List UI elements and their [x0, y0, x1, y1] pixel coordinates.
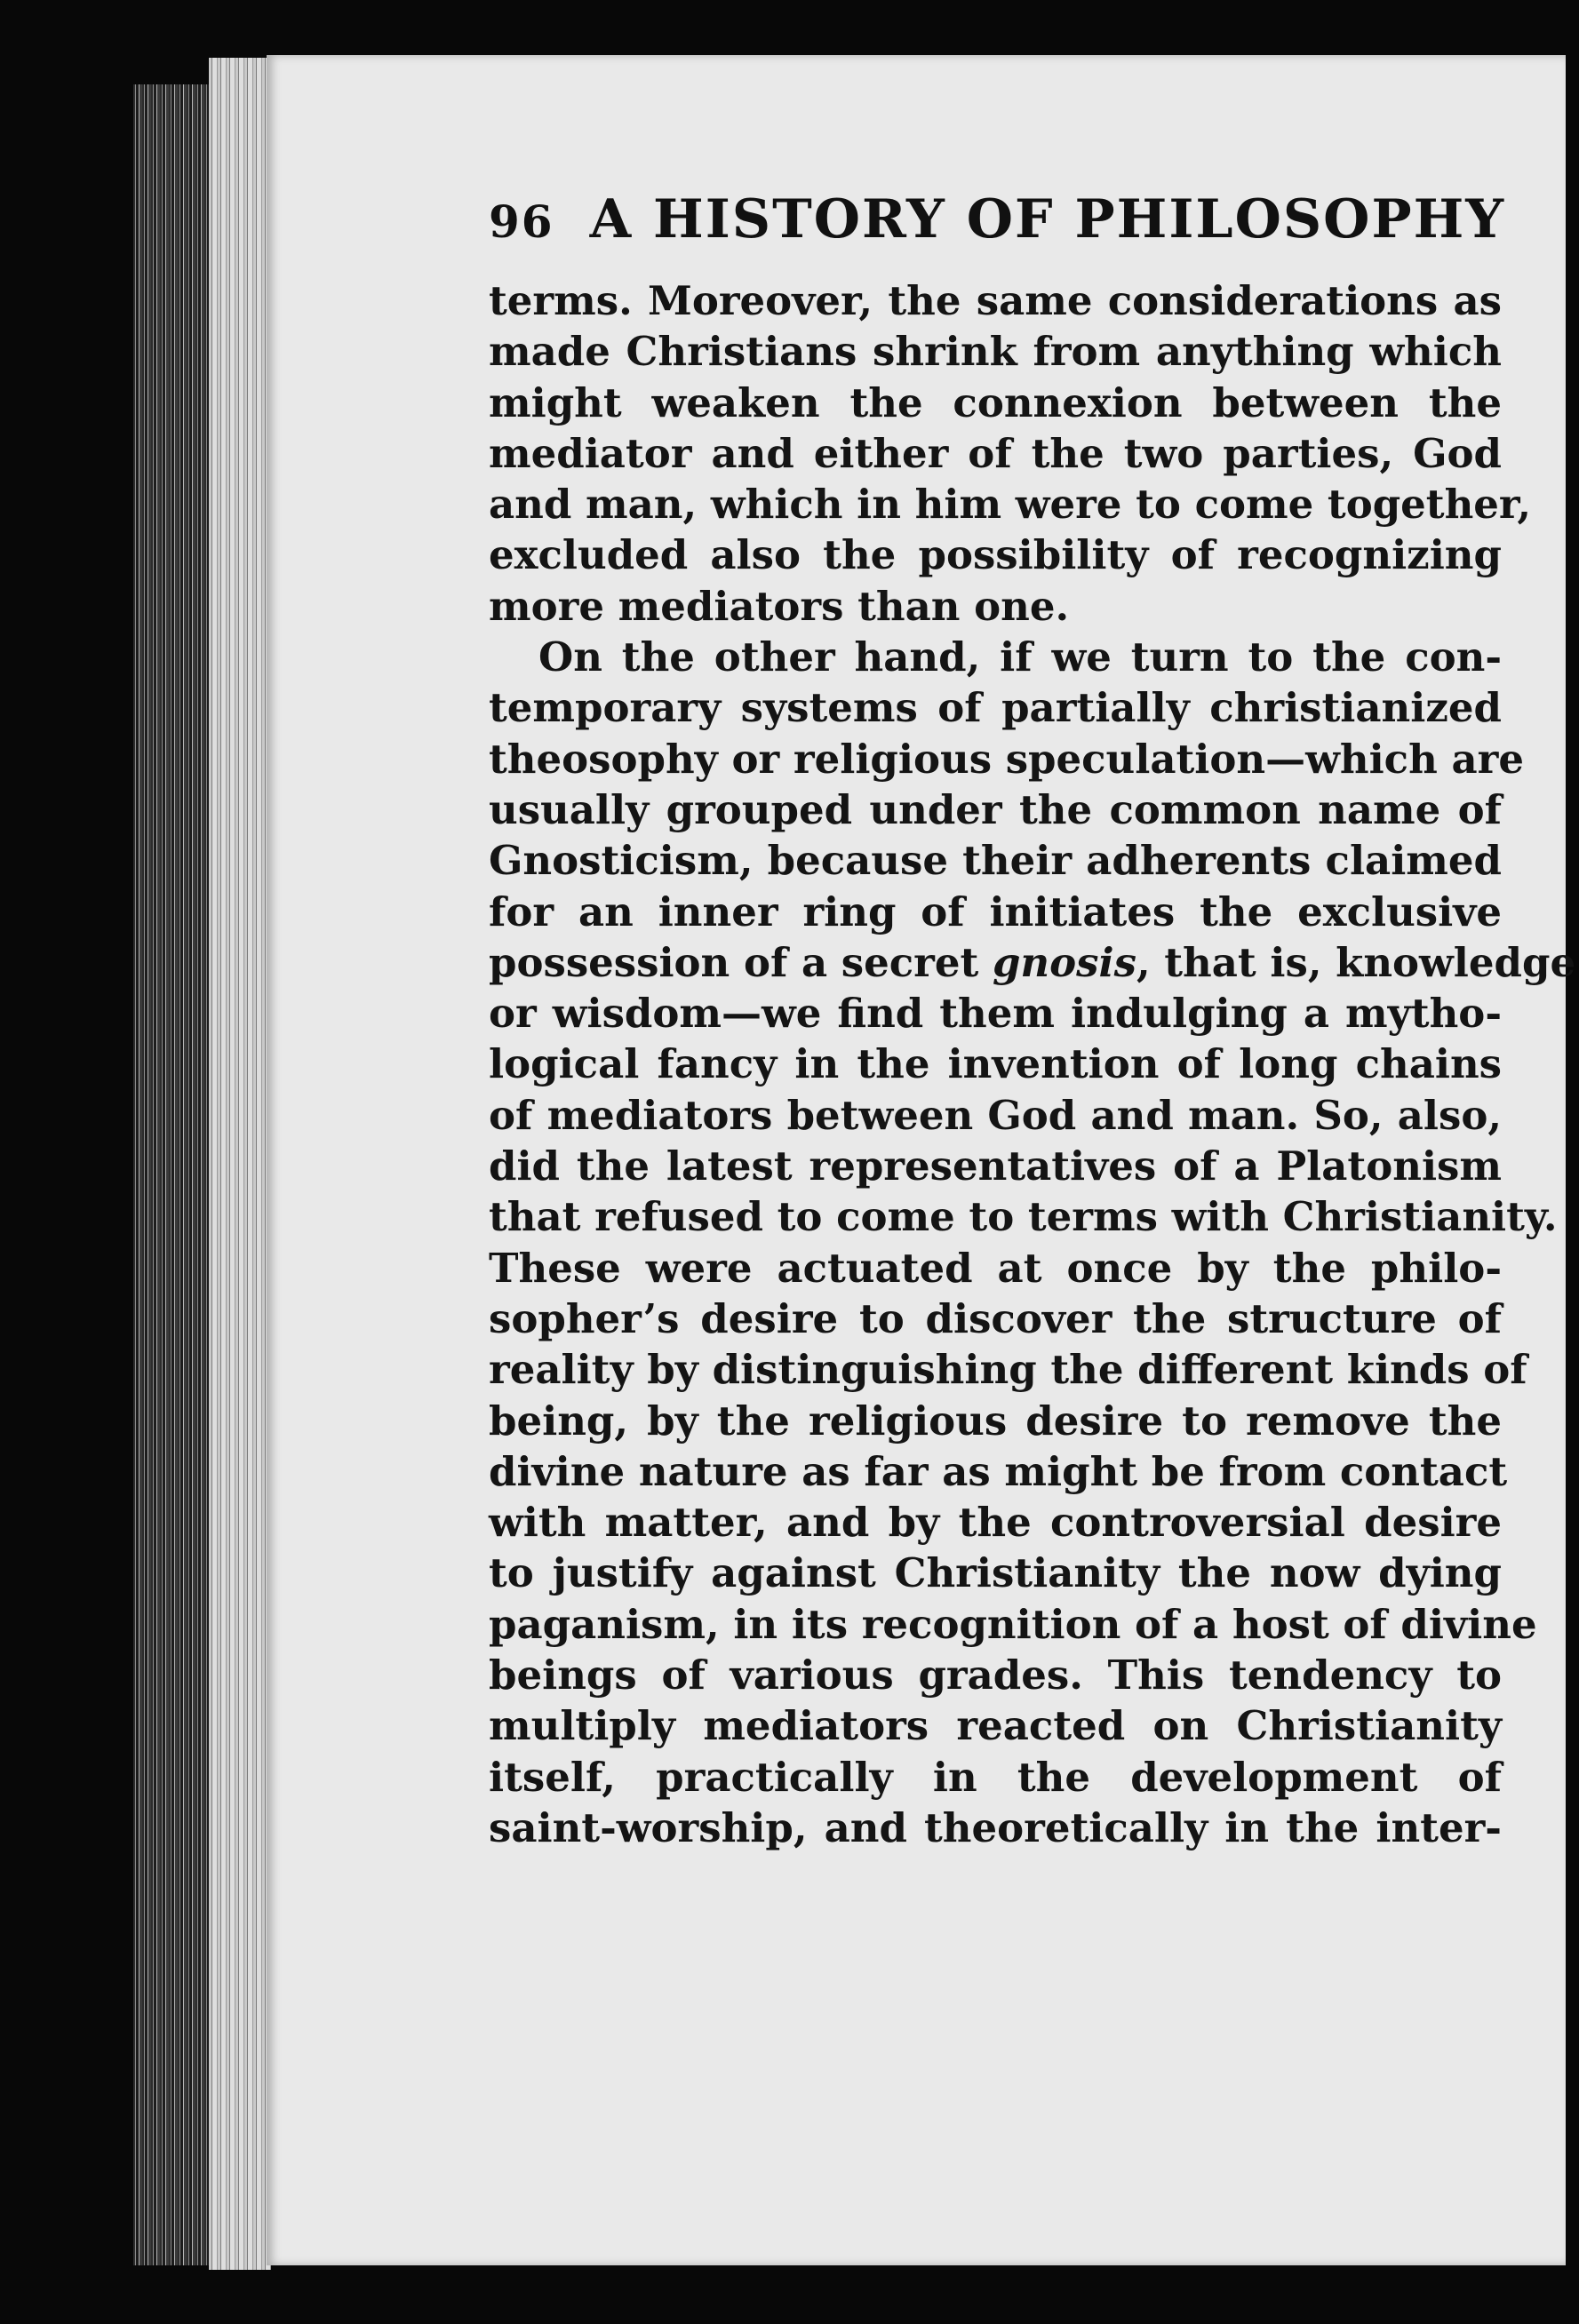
body-text: [489, 275, 1576, 1853]
text-line: made Christians shrink from anything which: [489, 328, 1502, 376]
text-line: saint-worship, and theoretically in the inter-: [489, 1803, 1502, 1851]
text-line: temporary systems of partially christianized: [489, 684, 1502, 732]
book-page: [267, 55, 1576, 2265]
text-segment: , that is, knowledge: [1136, 938, 1576, 986]
text-line: excluded also the possibility of recognizing: [489, 531, 1502, 579]
text-line: [489, 937, 1576, 988]
text-line: to justify against Christianity the now dying: [489, 1549, 1502, 1597]
text-line: itself, practically in the development of: [489, 1753, 1502, 1801]
italic-term: gnosis: [992, 938, 1136, 986]
text-line: being, by the religious desire to remove the: [489, 1397, 1502, 1445]
text-segment: possession of a secret: [489, 938, 993, 986]
text-line: paganism, in its recognition of a host of divine: [489, 1600, 1537, 1648]
text-line: more mediators than one.: [489, 582, 1070, 630]
text-line: multiply mediators reacted on Christianity: [489, 1702, 1502, 1750]
text-line: terms. Moreover, the same considerations as: [489, 277, 1502, 324]
text-line: These were actuated at once by the philo-: [489, 1244, 1502, 1292]
running-title: A HISTORY OF PHILOSOPHY: [589, 188, 1506, 251]
book-page-edges-inner: [209, 58, 271, 2270]
text-line: On the other hand, if we turn to the con-: [538, 633, 1502, 681]
text-line: Gnosticism, because their adherents claimed: [489, 837, 1502, 885]
text-line: did the latest representatives of a Platonism: [489, 1142, 1502, 1190]
text-line: mediator and either of the two parties, God: [489, 429, 1502, 477]
text-line: reality by distinguishing the different kinds of: [489, 1346, 1527, 1394]
text-line: might weaken the connexion between the: [489, 378, 1502, 426]
text-line: divine nature as far as might be from contact: [489, 1447, 1508, 1495]
text-line: that refused to come to terms with Christianity.: [489, 1193, 1558, 1241]
running-header: [489, 188, 1511, 251]
text-line: theosophy or religious speculation—which are: [489, 735, 1524, 783]
text-line: usually grouped under the common name of: [489, 785, 1502, 833]
text-line: sopher’s desire to discover the structure of: [489, 1294, 1502, 1342]
text-line: or wisdom—we find them indulging a mytho-: [489, 990, 1502, 1038]
page-number: 96: [489, 195, 554, 248]
text-line: and man, which in him were to come together,: [489, 481, 1532, 529]
text-line: beings of various grades. This tendency to: [489, 1651, 1502, 1699]
text-line: logical fancy in the invention of long chains: [489, 1040, 1502, 1088]
text-line: for an inner ring of initiates the exclusive: [489, 887, 1502, 935]
text-line: of mediators between God and man. So, also,: [489, 1091, 1502, 1139]
text-line: with matter, and by the controversial desire: [489, 1499, 1502, 1547]
